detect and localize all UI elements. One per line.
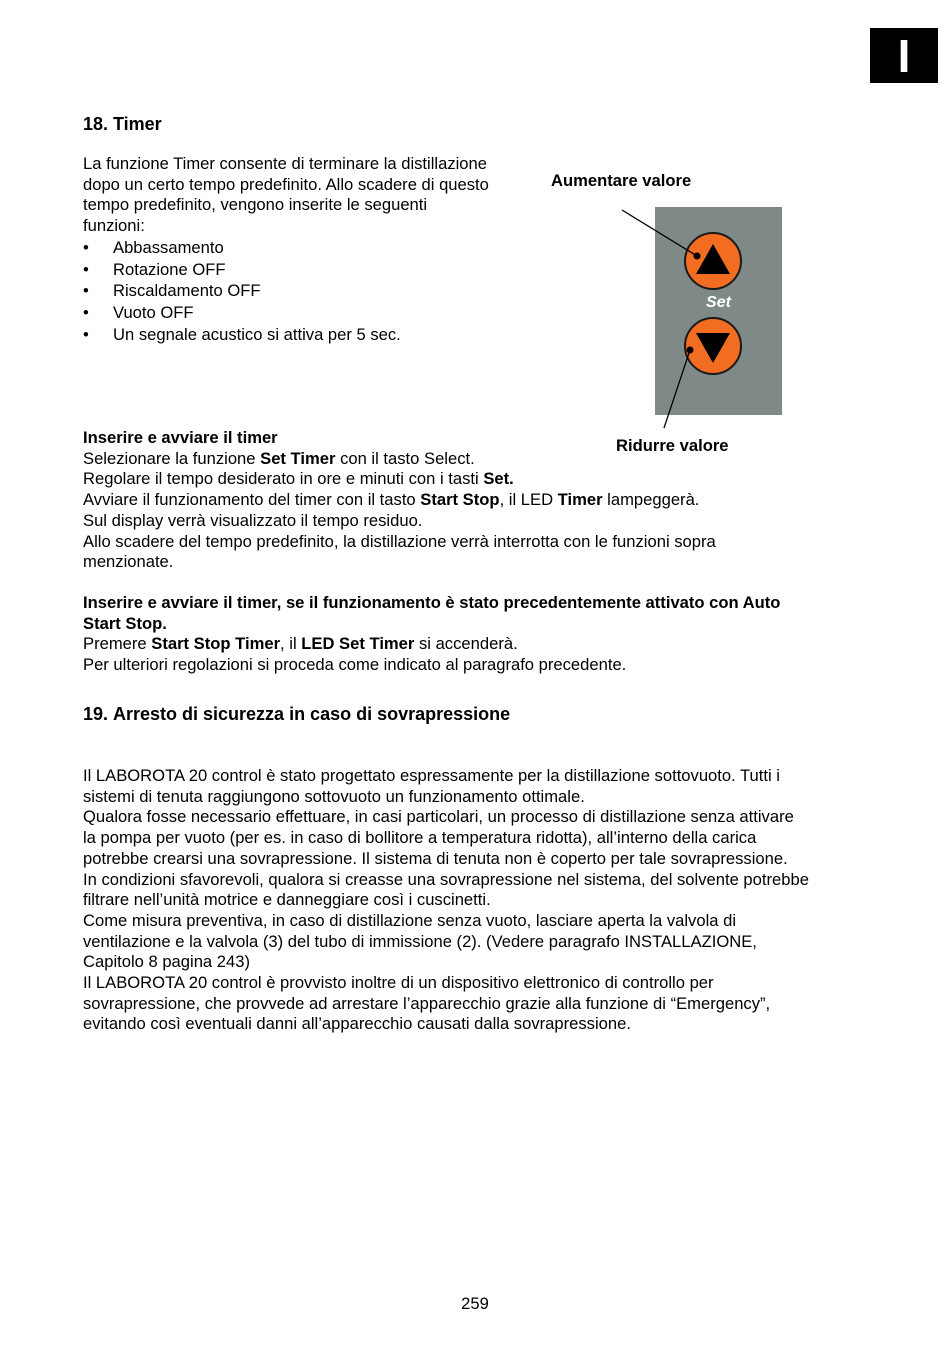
section-19-heading xyxy=(83,704,510,725)
timer-auto-heading: Inserire e avviare il timer, se il funzionamento è stato precedentemente attivato con Auto xyxy=(83,593,781,612)
list-item xyxy=(83,259,401,281)
timer-functions-list xyxy=(83,237,401,345)
list-item-text: Un segnale acustico si attiva per 5 sec. xyxy=(113,324,401,344)
list-item-text: Rotazione OFF xyxy=(113,259,226,279)
paragraph-line: filtrare nell’unità motrice e danneggiare così i cuscinetti. xyxy=(83,890,491,910)
page-number: 259 xyxy=(461,1294,489,1313)
set-down-button[interactable] xyxy=(684,317,742,375)
section-19-title: Arresto di sicurezza in caso di sovrapressione xyxy=(113,704,511,724)
bullet-icon: • xyxy=(83,303,89,323)
timer-auto-block xyxy=(83,593,780,676)
list-item-text: Riscaldamento OFF xyxy=(113,281,261,301)
paragraph-line: Qualora fosse necessario effettuare, in casi particolari, un processo di distillazione senza attivare xyxy=(83,807,794,827)
list-item xyxy=(83,302,401,324)
bullet-icon: • xyxy=(83,281,89,301)
intro-line: dopo un certo tempo predefinito. Allo scadere di questo xyxy=(83,174,489,194)
increase-value-label: Aumentare valore xyxy=(551,171,692,190)
paragraph-line: Il LABOROTA 20 control è stato progettato espressamente per la distillazione sottovuoto. Tutti i xyxy=(83,766,780,785)
overpressure-paragraph xyxy=(83,766,809,1035)
language-tab: I xyxy=(870,28,938,83)
timer-auto-heading: Start Stop. xyxy=(83,613,167,633)
timer-start-block xyxy=(83,428,716,573)
section-18-heading xyxy=(83,114,162,135)
section-19-number: 19. xyxy=(83,704,109,724)
intro-line: La funzione Timer consente di terminare la distillazione xyxy=(83,154,487,173)
paragraph-line: potrebbe crearsi una sovrapressione. Il sistema di tenuta non è coperto per tale sovrapressione. xyxy=(83,848,788,868)
decrease-value-label: Ridurre valore xyxy=(616,436,729,455)
paragraph-line: Capitolo 8 pagina 243) xyxy=(83,952,250,972)
paragraph-line: Avviare il funzionamento del timer con il tasto Start Stop, il LED Timer lampeggerà. xyxy=(83,490,700,510)
paragraph-line: Per ulteriori regolazioni si proceda come indicato al paragrafo precedente. xyxy=(83,655,627,675)
paragraph-line: Selezionare la funzione Set Timer con il tasto Select. xyxy=(83,448,475,468)
paragraph-line: Come misura preventiva, in caso di distillazione senza vuoto, lasciare aperta la valvola di xyxy=(83,910,737,930)
paragraph-line: Allo scadere del tempo predefinito, la distillazione verrà interrotta con le funzioni sopra xyxy=(83,531,716,551)
set-label: Set xyxy=(706,294,731,311)
triangle-down-icon xyxy=(686,319,740,373)
set-control-panel xyxy=(655,207,782,415)
paragraph-line: sistemi di tenuta raggiungono sottovuoto un funzionamento ottimale. xyxy=(83,786,585,806)
timer-start-heading: Inserire e avviare il timer xyxy=(83,428,278,447)
paragraph-line: ventilazione e la valvola (3) del tubo di immissione (2). (Vedere paragrafo INSTALLAZIONE, xyxy=(83,931,757,951)
list-item-text: Abbassamento xyxy=(113,238,224,257)
list-item-text: Vuoto OFF xyxy=(113,303,194,323)
paragraph-line: menzionate. xyxy=(83,552,174,572)
paragraph-line: In condizioni sfavorevoli, qualora si creasse una sovrapressione nel sistema, del solvente potrebbe xyxy=(83,869,809,889)
paragraph-line: sovrapressione, che provvede ad arrestare l’apparecchio grazie alla funzione di “Emergency”, xyxy=(83,993,771,1013)
list-item xyxy=(83,280,401,302)
intro-line: funzioni: xyxy=(83,216,145,236)
list-item xyxy=(83,237,401,259)
set-up-button[interactable] xyxy=(684,232,742,290)
section-18-title: Timer xyxy=(113,114,162,134)
bullet-icon: • xyxy=(83,259,89,279)
paragraph-line: Regolare il tempo desiderato in ore e minuti con i tasti Set. xyxy=(83,469,514,489)
paragraph-line: Il LABOROTA 20 control è provvisto inoltre di un dispositivo elettronico di controllo per xyxy=(83,973,714,993)
triangle-up-icon xyxy=(686,234,740,288)
bullet-icon: • xyxy=(83,238,89,257)
paragraph-line: la pompa per vuoto (per es. in caso di bollitore a temperatura ridotta), all’interno della carica xyxy=(83,828,757,848)
section-18-number: 18. xyxy=(83,114,109,134)
paragraph-line: evitando così eventuali danni all’apparecchio causati dalla sovrapressione. xyxy=(83,1014,631,1034)
bullet-icon: • xyxy=(83,324,89,344)
list-item xyxy=(83,324,401,346)
timer-intro xyxy=(83,154,489,237)
paragraph-line: Premere Start Stop Timer, il LED Set Timer si accenderà. xyxy=(83,634,518,654)
paragraph-line: Sul display verrà visualizzato il tempo residuo. xyxy=(83,510,423,530)
intro-line: tempo predefinito, vengono inserite le seguenti xyxy=(83,195,428,215)
